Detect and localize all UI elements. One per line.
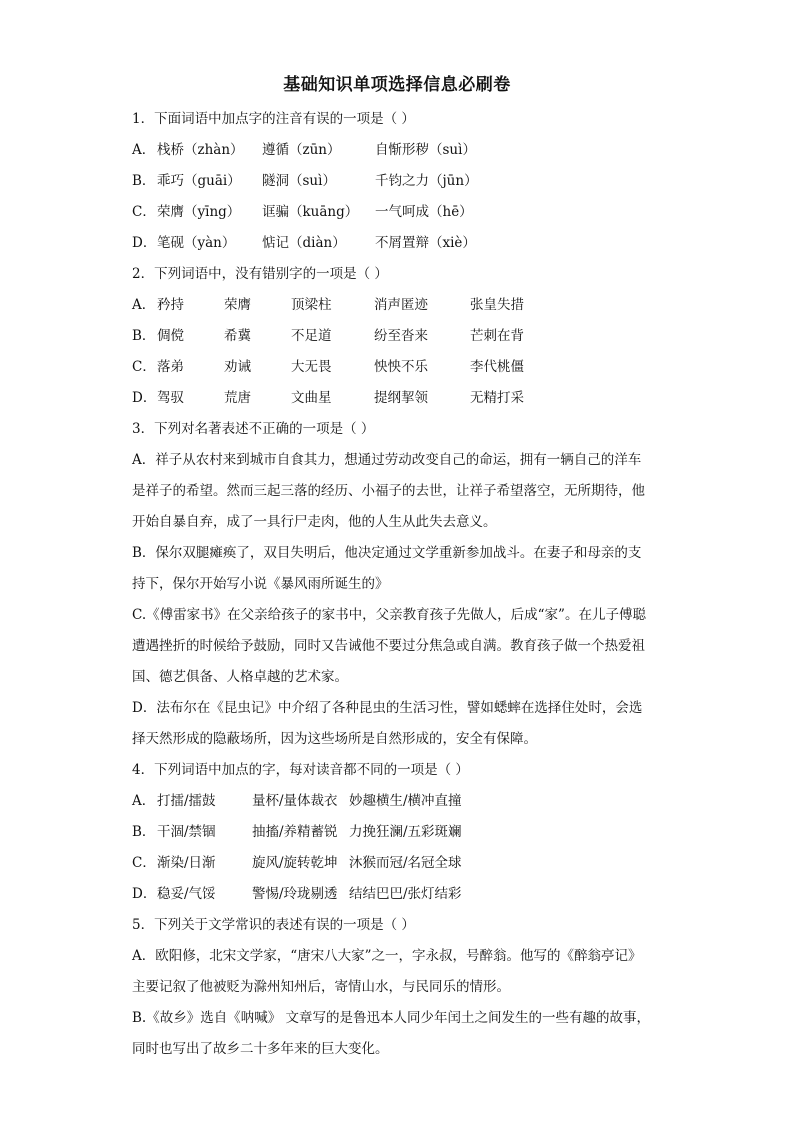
- option-label: A．: [132, 142, 156, 158]
- paragraph-line: B.《故乡》选自《呐喊》 文章写的是鲁迅本人同少年闰土之间发生的一些有趣的故事，: [132, 1010, 651, 1026]
- option-item: 无精打采: [470, 390, 524, 406]
- option-item: 旋风/旋转乾坤: [252, 855, 338, 871]
- option-item: 驾驭: [157, 390, 184, 406]
- option-label: A．: [132, 793, 156, 809]
- option-c: [132, 600, 672, 693]
- option-a: [132, 135, 672, 166]
- option-item: 张皇失措: [470, 297, 524, 313]
- question-5: [132, 910, 672, 1065]
- option-item: 诓骗（kuāng）: [262, 204, 359, 220]
- paragraph-line: A．欧阳修，北宋文学家，“唐宋八大家”之一，字永叔，号醉翁。他写的《醉翁亭记》: [132, 948, 642, 964]
- option-d: [132, 383, 672, 414]
- question-3: [132, 414, 672, 755]
- paragraph-line: A．祥子从农村来到城市自食其力，想通过劳动改变自己的命运，拥有一辆自己的洋车: [132, 452, 642, 468]
- paragraph-line: C.《傅雷家书》在父亲给孩子的家书中，父亲教育孩子先做人，后成“家”。在儿子傅聪: [132, 607, 646, 623]
- paragraph-line: D．法布尔在《昆虫记》中介绍了各种昆虫的生活习性，譬如蟋蟀在选择住处时，会选: [132, 700, 643, 716]
- paragraph-line: B．保尔双腿瘫痪了，双目失明后，他决定通过文学重新参加战斗。在妻子和母亲的支: [132, 545, 642, 561]
- option-label: B．: [132, 173, 156, 189]
- option-item: 纷至沓来: [374, 328, 428, 344]
- question-stem: 2．下列词语中，没有错别字的一项是（ ）: [132, 266, 388, 282]
- option-item: 不足道: [291, 328, 332, 344]
- option-item: 一气呵成（hē）: [375, 204, 473, 220]
- question-list: [132, 104, 672, 1065]
- option-item: 提纲挈领: [374, 390, 428, 406]
- option-item: 不屑置辩（xiè）: [375, 235, 476, 251]
- option-item: 沐猴而冠/名冠全球: [349, 855, 462, 871]
- option-c: [132, 352, 672, 383]
- option-item: 遵循（zūn）: [262, 142, 341, 158]
- paragraph-line: 同时也写出了故乡二十多年来的巨大变化。: [132, 1041, 389, 1057]
- question-stem: 5．下列关于文学常识的表述有误的一项是（ ）: [132, 917, 415, 933]
- question-stem: 3．下列对名著表述不正确的一项是（ ）: [132, 421, 375, 437]
- option-item: 顶梁柱: [291, 297, 332, 313]
- option-a: [132, 445, 672, 538]
- paragraph-line: 主要记叙了他被贬为滁州知州后，寄情山水，与民同乐的情形。: [132, 979, 510, 995]
- option-label: B．: [132, 328, 156, 344]
- option-item: 隧洞（suì）: [262, 173, 336, 189]
- option-d: [132, 693, 672, 755]
- option-item: 警惕/玲珑剔透: [252, 886, 338, 902]
- option-item: 文曲星: [291, 390, 332, 406]
- option-item: 笔砚（yàn）: [157, 235, 236, 251]
- option-item: 芒刺在背: [470, 328, 524, 344]
- option-item: 稳妥/气馁: [157, 886, 216, 902]
- page-title: 基础知识单项选择信息必刷卷: [283, 75, 511, 95]
- option-item: 打擂/擂鼓: [157, 793, 216, 809]
- option-label: D．: [132, 390, 157, 406]
- question-1: [132, 104, 672, 259]
- option-label: B．: [132, 824, 156, 840]
- question-stem: 4．下列词语中加点的字，每对读音都不同的一项是（ ）: [132, 762, 469, 778]
- paragraph-line: 遭遇挫折的时候给予鼓励，同时又告诫他不要过分焦急或自满。教育孩子做一个热爱祖: [132, 638, 645, 654]
- option-item: 倜傥: [157, 328, 184, 344]
- option-b: [132, 817, 672, 848]
- option-b: [132, 1003, 672, 1065]
- option-a: [132, 786, 672, 817]
- question-4: [132, 755, 672, 910]
- option-item: 荣膺（yīng）: [157, 204, 241, 220]
- option-item: 落弟: [157, 359, 184, 375]
- option-item: 渐染/日渐: [157, 855, 216, 871]
- option-item: 惦记（diàn）: [262, 235, 346, 251]
- option-label: D．: [132, 886, 157, 902]
- option-item: 荣膺: [224, 297, 251, 313]
- option-b: [132, 321, 672, 352]
- option-b: [132, 538, 672, 600]
- option-item: 劝诫: [224, 359, 251, 375]
- paragraph-line: 开始自暴自弃，成了一具行尸走肉，他的人生从此失去意义。: [132, 514, 497, 530]
- paragraph-line: 持下，保尔开始写小说《暴风雨所诞生的》: [132, 576, 389, 592]
- option-c: [132, 848, 672, 879]
- option-item: 矜持: [157, 297, 184, 313]
- option-item: 干涸/禁锢: [157, 824, 216, 840]
- option-label: C．: [132, 855, 156, 871]
- paragraph-line: 国、德艺俱备、人格卓越的艺术家。: [132, 669, 348, 685]
- option-label: D．: [132, 235, 157, 251]
- option-item: 李代桃僵: [470, 359, 524, 375]
- option-label: C．: [132, 359, 156, 375]
- option-item: 力挽狂澜/五彩斑斓: [349, 824, 462, 840]
- option-item: 自惭形秽（suì）: [375, 142, 476, 158]
- option-item: 乖巧（guāi）: [157, 173, 241, 189]
- option-item: 大无畏: [291, 359, 332, 375]
- option-item: 千钧之力（jūn）: [375, 173, 478, 189]
- option-d: [132, 228, 672, 259]
- option-item: 量杯/量体裁衣: [252, 793, 338, 809]
- option-item: 抽搐/养精蓄锐: [252, 824, 338, 840]
- option-d: [132, 879, 672, 910]
- option-c: [132, 197, 672, 228]
- option-item: 荒唐: [224, 390, 251, 406]
- option-a: [132, 290, 672, 321]
- paragraph-line: 择天然形成的隐蔽场所，因为这些场所是自然形成的，安全有保障。: [132, 731, 537, 747]
- option-b: [132, 166, 672, 197]
- option-label: A．: [132, 297, 156, 313]
- option-item: 希冀: [224, 328, 251, 344]
- option-label: C．: [132, 204, 156, 220]
- option-item: 栈桥（zhàn）: [157, 142, 244, 158]
- question-stem: 1．下面词语中加点字的注音有误的一项是（ ）: [132, 111, 415, 127]
- option-item: 消声匿迹: [374, 297, 428, 313]
- option-a: [132, 941, 672, 1003]
- paragraph-line: 是祥子的希望。然而三起三落的经历、小福子的去世，让祥子希望落空，无所期待，他: [132, 483, 645, 499]
- option-item: 结结巴巴/张灯结彩: [349, 886, 462, 902]
- option-item: 怏怏不乐: [374, 359, 428, 375]
- question-2: [132, 259, 672, 414]
- option-item: 妙趣横生/横冲直撞: [349, 793, 462, 809]
